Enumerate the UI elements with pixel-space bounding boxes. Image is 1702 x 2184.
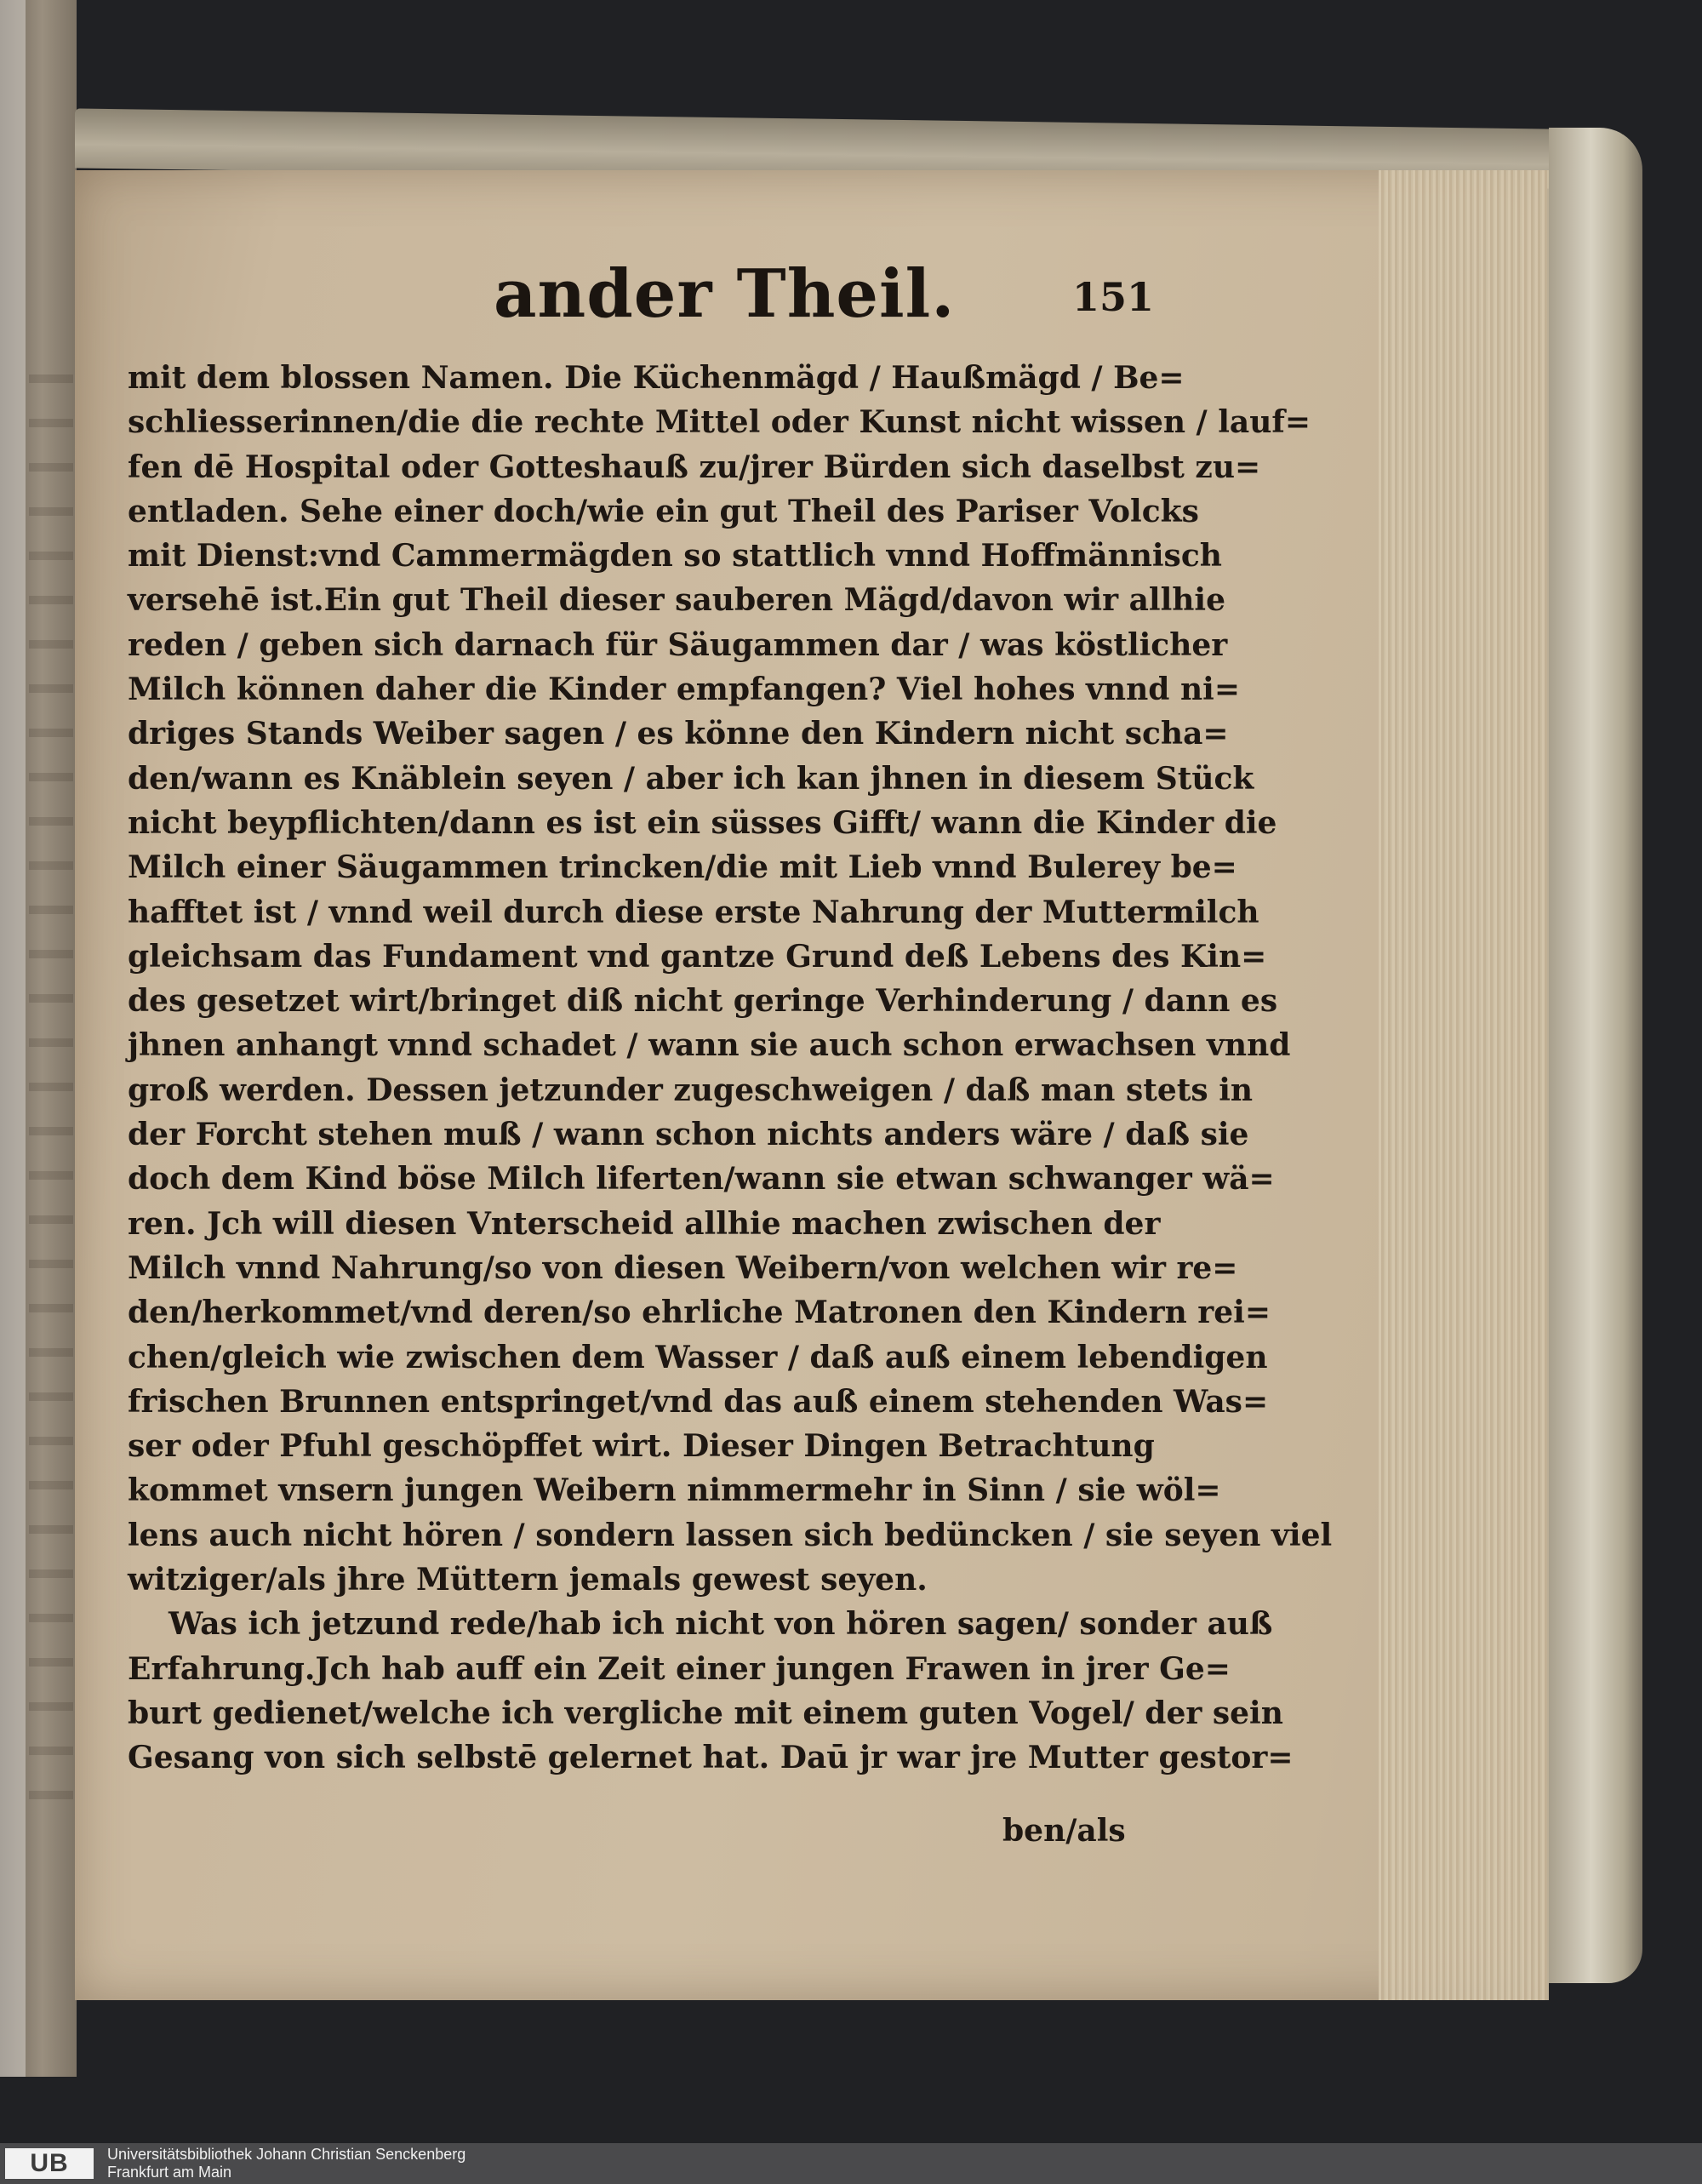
text-line: lens auch nicht hören / sondern lassen sich bedüncken / sie seyen viel (128, 1517, 1333, 1553)
text-line: Milch einer Säugammen trincken/die mit Lieb vnnd Bulerey be= (128, 849, 1237, 886)
text-line: Milch vnnd Nahrung/so von diesen Weibern/von welchen wir re= (128, 1249, 1238, 1286)
text-line: fen dē Hospital oder Gotteshauß zu/jrer Bürden sich daselbst zu= (128, 449, 1261, 485)
text-line: Erfahrung.Jch hab auff ein Zeit einer jungen Frawen in jrer Ge= (128, 1650, 1231, 1687)
text-line: burt gedienet/welche ich vergliche mit einem guten Vogel/ der sein (128, 1695, 1283, 1731)
text-line: Was ich jetzund rede/hab ich nicht von hören sagen/ sonder auß (168, 1606, 1273, 1643)
running-head: ander Theil. (494, 255, 956, 333)
text-line: driges Stands Weiber sagen / es könne den Kindern nicht scha= (128, 716, 1229, 752)
text-line: reden / geben sich darnach für Säugammen dar / was köstlicher (128, 626, 1228, 663)
text-line: entladen. Sehe einer doch/wie ein gut Theil des Pariser Volcks (128, 493, 1199, 529)
page-number: 151 (1072, 274, 1155, 320)
text-line: nicht beypflichten/dann es ist ein süsses Gifft/ wann die Kinder die (128, 804, 1277, 841)
text-line: den/herkommet/vnd deren/so ehrliche Matronen den Kindern rei= (128, 1295, 1271, 1331)
text-line: doch dem Kind böse Milch liferten/wann sie etwan schwanger wä= (128, 1161, 1275, 1198)
text-line: groß werden. Dessen jetzunder zugeschweigen / daß man stets in (128, 1072, 1254, 1108)
text-line: kommet vnsern jungen Weibern nimmermehr in Sinn / sie wöl= (128, 1472, 1221, 1509)
page-edges (1379, 170, 1549, 2000)
text-line: schliesserinnen/die die rechte Mittel oder Kunst nicht wissen / lauf= (128, 404, 1311, 441)
text-line: witziger/als jhre Müttern jemals gewest seyen. (128, 1562, 928, 1598)
text-line: mit dem blossen Namen. Die Küchenmägd / Haußmägd / Be= (128, 360, 1185, 396)
library-city: Frankfurt am Main (107, 2164, 232, 2181)
text-line: Milch können daher die Kinder empfangen? Viel hohes vnnd ni= (128, 672, 1240, 708)
text-line: gleichsam das Fundament vnd gantze Grund deß Lebens des Kin= (128, 938, 1267, 975)
text-line: den/wann es Knäblein seyen / aber ich kan jhnen in diesem Stück (128, 760, 1254, 797)
text-line: Gesang von sich selbstē gelernet hat. Daū jr war jre Mutter gestor= (128, 1740, 1294, 1776)
text-line: frischen Brunnen entspringet/vnd das auß einem stehenden Was= (128, 1383, 1269, 1420)
text-line: mit Dienst:vnd Cammermägden so stattlich vnnd Hoffmännisch (128, 538, 1222, 575)
page-header (494, 255, 1157, 349)
text-line: des gesetzet wirt/bringet diß nicht geringe Verhinderung / dann es (128, 983, 1278, 1020)
footer-bar (0, 2143, 1702, 2184)
text-line: der Forcht stehen muß / wann schon nichts anders wäre / daß sie (128, 1117, 1249, 1153)
text-line: jhnen anhangt vnnd schadet / wann sie auch schon erwachsen vnnd (128, 1027, 1291, 1064)
text-line: versehē ist.Ein gut Theil dieser sauberen Mägd/davon wir allhie (128, 582, 1226, 619)
facing-page-edge (0, 0, 77, 2077)
text-line: hafftet ist / vnnd weil durch diese erste Nahrung der Muttermilch (128, 894, 1259, 930)
library-name: Universitätsbibliothek Johann Christian Senckenberg (107, 2146, 466, 2163)
text-line: chen/gleich wie zwischen dem Wasser / daß auß einem lebendigen (128, 1339, 1268, 1375)
facing-page-strip (0, 0, 26, 2077)
book-cover-right (1549, 128, 1642, 1983)
catchword: ben/als (1002, 1813, 1126, 1849)
text-line: ser oder Pfuhl geschöpffet wirt. Dieser Dingen Betrachtung (128, 1428, 1155, 1465)
library-logo: UB (5, 2148, 94, 2179)
body-text (128, 356, 1333, 1781)
text-line: ren. Jch will diesen Vnterscheid allhie machen zwischen der (128, 1205, 1161, 1242)
facing-page-text-remnant (29, 374, 73, 1821)
